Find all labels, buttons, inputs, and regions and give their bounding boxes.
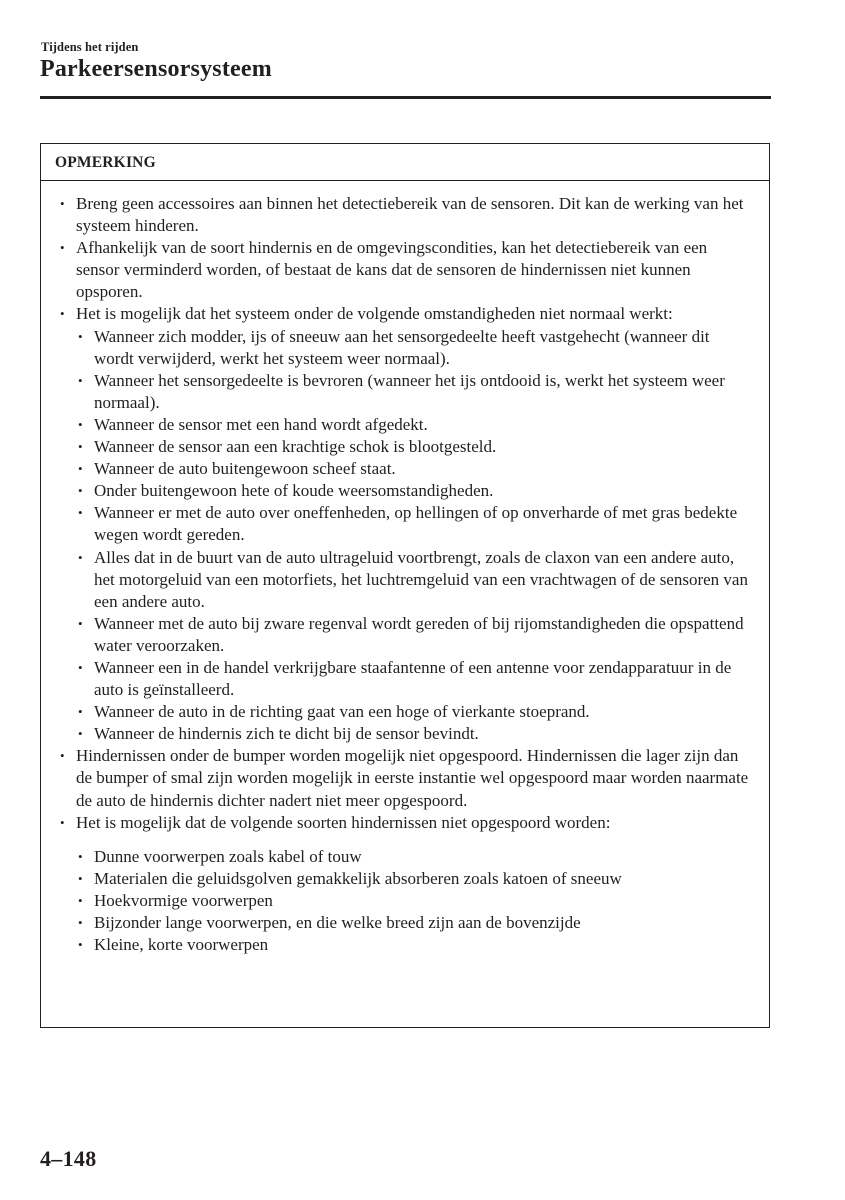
condition-text: Wanneer de auto in de richting gaat van een hoge of vierkante stoeprand. bbox=[94, 702, 590, 722]
note-box bbox=[40, 143, 770, 1028]
obstacle-type-item bbox=[76, 890, 749, 912]
bullet-icon: • bbox=[78, 937, 83, 953]
condition-item bbox=[76, 613, 749, 657]
obstacle-type-text: Hoekvormige voorwerpen bbox=[94, 890, 273, 910]
condition-text: Wanneer zich modder, ijs of sneeuw aan het sensorgedeelte heeft vastgehecht (wanneer dit wordt verwijderd, werkt het systeem weer normaal). bbox=[94, 326, 710, 368]
condition-item bbox=[76, 436, 749, 458]
condition-item bbox=[76, 480, 749, 502]
obstacle-type-item bbox=[76, 934, 749, 956]
note-item bbox=[58, 237, 749, 303]
condition-item bbox=[76, 723, 749, 745]
conditions-list bbox=[76, 326, 749, 746]
bullet-icon: • bbox=[78, 505, 83, 521]
note-item-text: Afhankelijk van de soort hindernis en de omgevingscondities, kan het detectiebereik van een sensor verminderd worden, of bestaat de kans dat de sensoren de hindernissen niet kunnen opsporen. bbox=[76, 238, 708, 302]
bullet-icon: • bbox=[78, 372, 83, 388]
note-item-text: Hindernissen onder de bumper worden mogelijk niet opgespoord. Hindernissen die lager zijn dan de bumper of smal zijn worden mogelijk in eerste instantie wel opgespoord maar worden naarmate de auto de hindernis dichter nadert niet meer opgespoord. bbox=[76, 746, 749, 810]
condition-item bbox=[76, 657, 749, 701]
title-divider bbox=[40, 96, 771, 99]
note-body bbox=[41, 181, 769, 956]
note-item-text: Breng geen accessoires aan binnen het detectiebereik van de sensoren. Dit kan de werking van het systeem hinderen. bbox=[76, 194, 744, 236]
obstacle-type-item bbox=[76, 912, 749, 934]
bullet-icon: • bbox=[78, 892, 83, 908]
bullet-icon: • bbox=[60, 306, 65, 322]
bullet-icon: • bbox=[78, 439, 83, 455]
note-item bbox=[58, 193, 749, 237]
condition-text: Wanneer een in de handel verkrijgbare staafantenne of een antenne voor zendapparatuur in de auto is geïnstalleerd. bbox=[94, 657, 732, 700]
condition-item bbox=[76, 502, 749, 546]
note-item bbox=[58, 303, 749, 745]
condition-text: Wanneer de sensor met een hand wordt afgedekt. bbox=[94, 414, 428, 434]
condition-text: Alles dat in de buurt van de auto ultrageluid voortbrengt, zoals de claxon van een andere auto, het motorgeluid van een motorfiets, het luchtremgeluid van een vrachtwagen of de sensoren van een andere auto. bbox=[94, 547, 748, 611]
condition-item bbox=[76, 414, 749, 436]
bullet-icon: • bbox=[78, 704, 83, 720]
obstacle-types-list bbox=[76, 846, 749, 956]
condition-item bbox=[76, 701, 749, 723]
bullet-icon: • bbox=[78, 870, 83, 886]
condition-item bbox=[76, 458, 749, 480]
bullet-icon: • bbox=[78, 726, 83, 742]
note-item bbox=[58, 745, 749, 811]
page-title: Parkeersensorsysteem bbox=[40, 56, 272, 82]
note-item-text: Het is mogelijk dat het systeem onder de volgende omstandigheden niet normaal werkt: bbox=[76, 304, 673, 324]
obstacle-type-item bbox=[76, 846, 749, 868]
condition-item bbox=[76, 326, 749, 370]
bullet-icon: • bbox=[60, 814, 65, 830]
bullet-icon: • bbox=[60, 748, 65, 764]
bullet-icon: • bbox=[78, 659, 83, 675]
page-number: 4–148 bbox=[40, 1146, 97, 1171]
note-item-text: Het is mogelijk dat de volgende soorten hindernissen niet opgespoord worden: bbox=[76, 812, 611, 832]
bullet-icon: • bbox=[78, 328, 83, 344]
bullet-icon: • bbox=[78, 483, 83, 499]
condition-item bbox=[76, 370, 749, 414]
condition-text: Wanneer de sensor aan een krachtige schok is blootgesteld. bbox=[94, 437, 497, 457]
note-list bbox=[58, 193, 749, 956]
note-heading: OPMERKING bbox=[41, 144, 769, 181]
bullet-icon: • bbox=[78, 549, 83, 565]
bullet-icon: • bbox=[78, 461, 83, 477]
condition-item bbox=[76, 547, 749, 613]
bullet-icon: • bbox=[78, 615, 83, 631]
obstacle-type-text: Kleine, korte voorwerpen bbox=[94, 935, 269, 955]
bullet-icon: • bbox=[78, 848, 83, 864]
bullet-icon: • bbox=[78, 915, 83, 930]
obstacle-type-text: Dunne voorwerpen zoals kabel of touw bbox=[94, 846, 362, 866]
condition-text: Wanneer het sensorgedeelte is bevroren (wanneer het ijs ontdooid is, werkt het systeem weer normaal). bbox=[94, 370, 725, 412]
bullet-icon: • bbox=[60, 240, 65, 256]
bullet-icon: • bbox=[60, 196, 65, 211]
condition-text: Wanneer er met de auto over oneffenheden, op hellingen of op onverharde of met gras bedekte wegen wordt gereden. bbox=[94, 503, 738, 545]
obstacle-type-item bbox=[76, 868, 749, 890]
condition-text: Wanneer de hindernis zich te dicht bij de sensor bevindt. bbox=[94, 724, 479, 744]
condition-text: Wanneer met de auto bij zware regenval wordt gereden of bij rijomstandigheden die opspattend water veroorzaken. bbox=[94, 613, 744, 655]
note-item bbox=[58, 812, 749, 957]
obstacle-type-text: Materialen die geluidsgolven gemakkelijk absorberen zoals katoen of sneeuw bbox=[94, 868, 622, 888]
section-label: Tijdens het rijden bbox=[41, 40, 139, 54]
bullet-icon: • bbox=[78, 416, 83, 432]
condition-text: Onder buitengewoon hete of koude weersomstandigheden. bbox=[94, 481, 494, 501]
obstacle-type-text: Bijzonder lange voorwerpen, en die welke breed zijn aan de bovenzijde bbox=[94, 913, 581, 932]
condition-text: Wanneer de auto buitengewoon scheef staat. bbox=[94, 459, 396, 479]
